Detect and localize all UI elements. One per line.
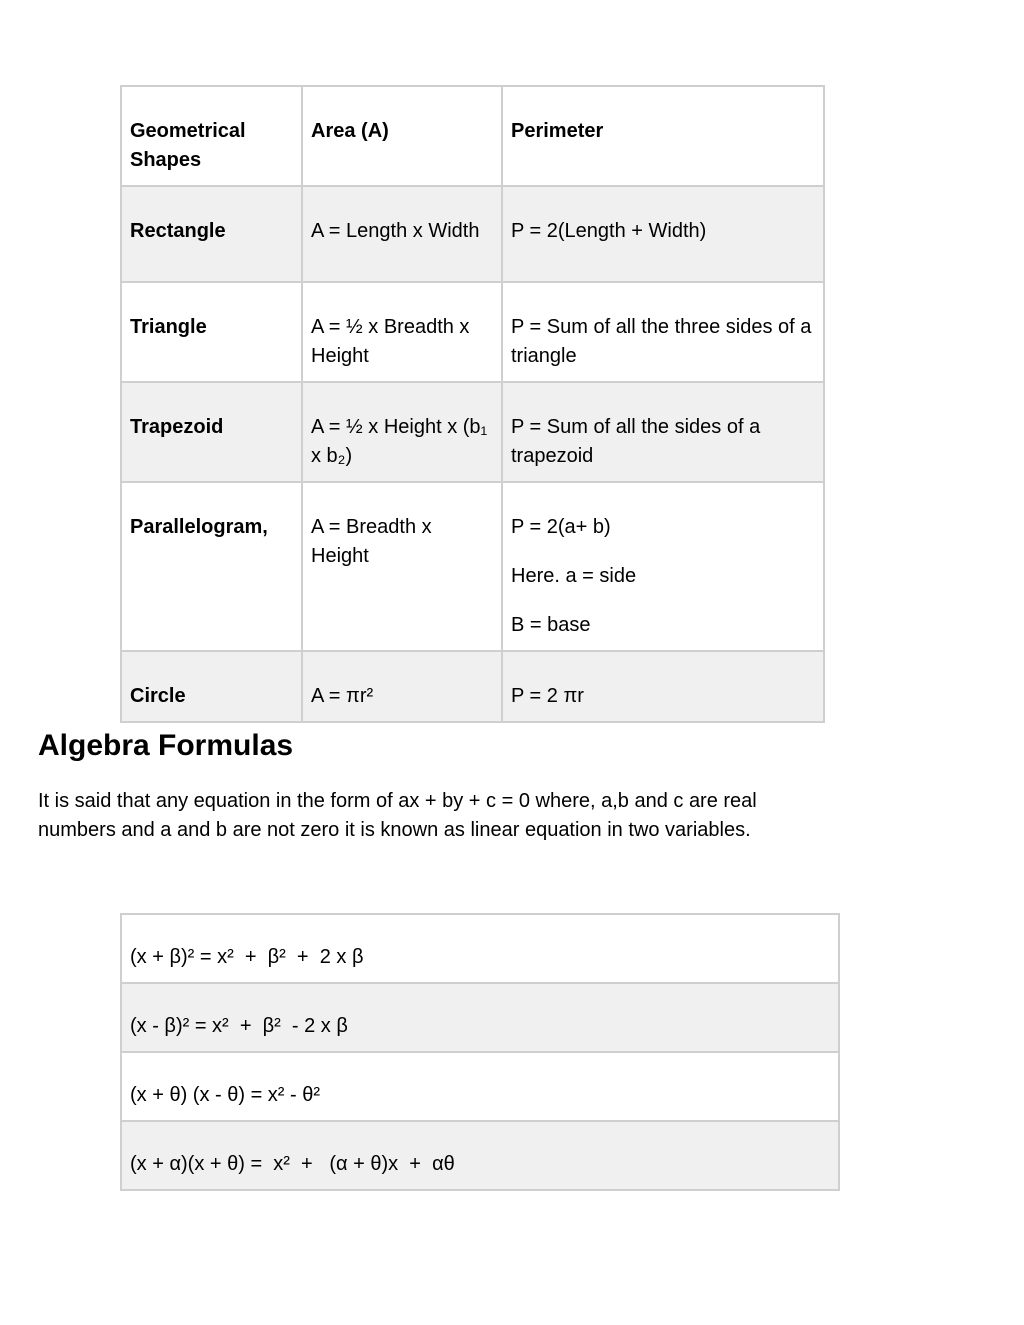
shape-name-cell: Rectangle (121, 186, 302, 282)
perimeter-line: P = 2 πr (511, 685, 584, 707)
formula-cell: (x + β)² = x² + β² + 2 x β (121, 914, 839, 983)
perimeter-cell (502, 482, 824, 651)
area-cell: A = Length x Width (302, 186, 502, 282)
table-header-row (121, 86, 824, 186)
perimeter-note-base: B = base (511, 614, 591, 636)
perimeter-line: P = 2(Length + Width) (511, 220, 707, 242)
shapes-formula-table (120, 85, 825, 723)
formula-row (121, 1121, 839, 1190)
header-shapes: Geometrical Shapes (121, 86, 302, 186)
table-row (121, 186, 824, 282)
algebra-formula-table (120, 913, 840, 1191)
intro-paragraph: It is said that any equation in the form of ax + by + c = 0 where, a,b and c are real numbers and a and b are not zero it is known as linear equation in two variables. (38, 790, 757, 841)
formula-row (121, 914, 839, 983)
perimeter-cell (502, 282, 824, 382)
perimeter-cell (502, 651, 824, 722)
table-row (121, 382, 824, 482)
table-row (121, 651, 824, 722)
shape-name-cell: Circle (121, 651, 302, 722)
formula-cell: (x + α)(x + θ) = x² + (α + θ)x + αθ (121, 1121, 839, 1190)
perimeter-note-side: Here. a = side (511, 565, 637, 587)
shape-name-cell: Triangle (121, 282, 302, 382)
table-row (121, 282, 824, 382)
perimeter-line: P = Sum of all the three sides of a triangle (511, 316, 812, 367)
header-area: Area (A) (302, 86, 502, 186)
formula-row (121, 983, 839, 1052)
formula-cell: (x - β)² = x² + β² - 2 x β (121, 983, 839, 1052)
area-cell: A = πr² (302, 651, 502, 722)
shape-name-cell: Trapezoid (121, 382, 302, 482)
perimeter-cell (502, 382, 824, 482)
perimeter-cell (502, 186, 824, 282)
shape-name-cell: Parallelogram, (121, 482, 302, 651)
header-perimeter: Perimeter (502, 86, 824, 186)
section-heading: Algebra Formulas (38, 729, 294, 762)
formula-row (121, 1052, 839, 1121)
area-cell: A = ½ x Breadth x Height (302, 282, 502, 382)
formula-cell: (x + θ) (x - θ) = x² - θ² (121, 1052, 839, 1121)
perimeter-line: P = Sum of all the sides of a trapezoid (511, 416, 761, 467)
area-cell: A = Breadth x Height (302, 482, 502, 651)
table-row (121, 482, 824, 651)
perimeter-line: P = 2(a+ b) (511, 516, 611, 538)
area-cell: A = ½ x Height x (b₁ x b₂) (302, 382, 502, 482)
